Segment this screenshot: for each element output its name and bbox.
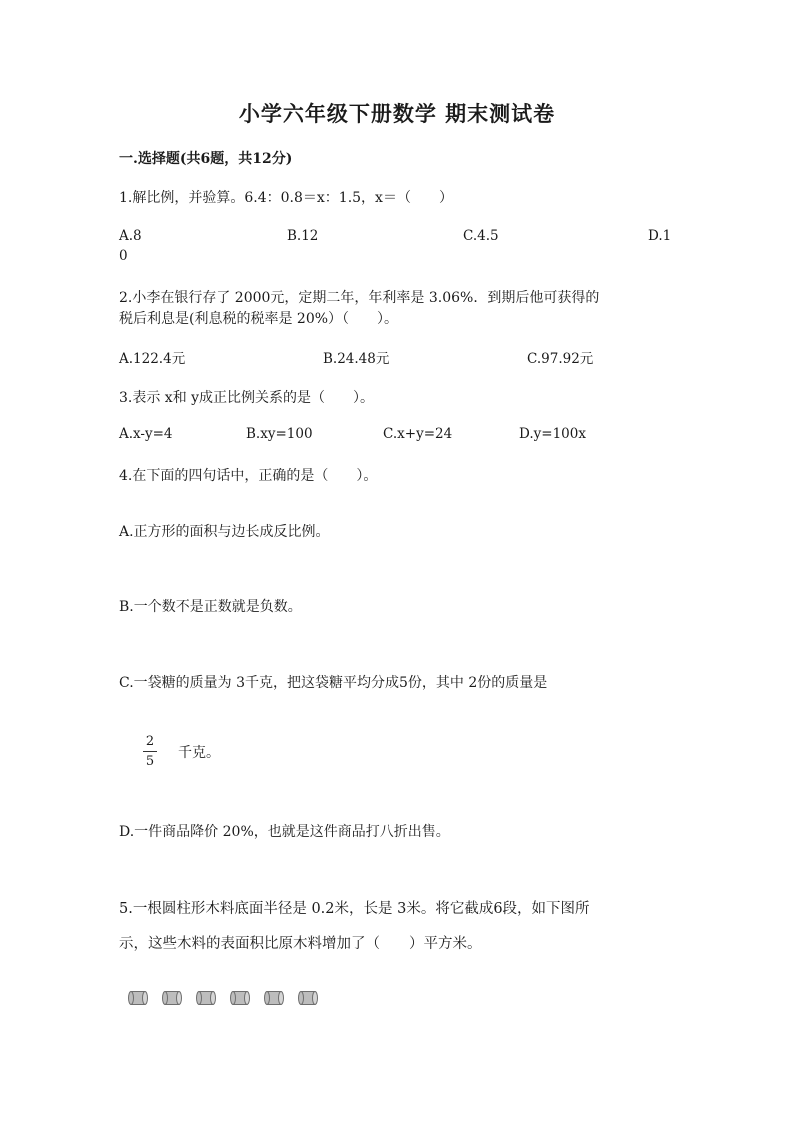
q2-option-a: A.122.4元	[119, 351, 186, 367]
q4-option-d: D.一件商品降价 20%，也就是这件商品打八折出售。	[119, 824, 450, 840]
cylinder-piece	[196, 990, 216, 1006]
q3-option-b: B.xy=100	[246, 426, 313, 442]
cylinder-piece	[230, 990, 250, 1006]
fraction-numerator: 2	[145, 734, 155, 749]
cylinder-piece	[298, 990, 318, 1006]
q3-option-c: C.x+y=24	[383, 426, 453, 442]
section-heading: 一.选择题(共6题，共12分)	[119, 151, 293, 167]
q2-option-b: B.24.48元	[323, 351, 390, 367]
question-2-line-1: 2.小李在银行存了 2000元，定期二年，年利率是 3.06%．到期后他可获得的	[119, 290, 600, 306]
question-3: 3.表示 x和 y成正比例关系的是（ ）。	[119, 390, 375, 406]
cylinder-pieces-figure	[128, 990, 318, 1006]
page-title: 小学六年级下册数学 期末测试卷	[238, 101, 556, 126]
q1-option-b: B.12	[287, 228, 319, 244]
q4-option-c-fraction	[143, 735, 157, 768]
q3-option-d: D.y=100x	[519, 426, 586, 442]
q2-option-c: C.97.92元	[527, 351, 594, 367]
question-5-line-2: 示，这些木料的表面积比原木料增加了（ ）平方米。	[119, 936, 482, 952]
q1-option-a: A.8	[119, 228, 142, 244]
fraction-denominator: 5	[145, 754, 155, 769]
q4-option-c-unit: 千克。	[178, 745, 220, 761]
fraction-bar	[143, 751, 157, 752]
q1-option-d-wrap: 0	[119, 248, 128, 264]
cylinder-piece	[162, 990, 182, 1006]
q4-option-b: B.一个数不是正数就是负数。	[119, 599, 302, 615]
cylinder-piece	[128, 990, 148, 1006]
q1-option-c: C.4.5	[463, 228, 499, 244]
question-4: 4.在下面的四句话中，正确的是（ ）。	[119, 468, 378, 484]
q1-option-d: D.1	[648, 228, 672, 244]
q3-option-a: A.x-y=4	[119, 426, 173, 442]
cylinder-piece	[264, 990, 284, 1006]
question-1: 1.解比例，并验算。6.4：0.8＝x：1.5，x＝（ ）	[119, 190, 453, 206]
q4-option-c: C.一袋糖的质量为 3千克，把这袋糖平均分成5份，其中 2份的质量是	[119, 675, 548, 691]
q4-option-a: A.正方形的面积与边长成反比例。	[119, 524, 330, 540]
question-2-line-2: 税后利息是(利息税的税率是 20%）（ ）。	[119, 311, 399, 327]
question-5-line-1: 5.一根圆柱形木料底面半径是 0.2米，长是 3米。将它截成6段，如下图所	[119, 901, 590, 917]
